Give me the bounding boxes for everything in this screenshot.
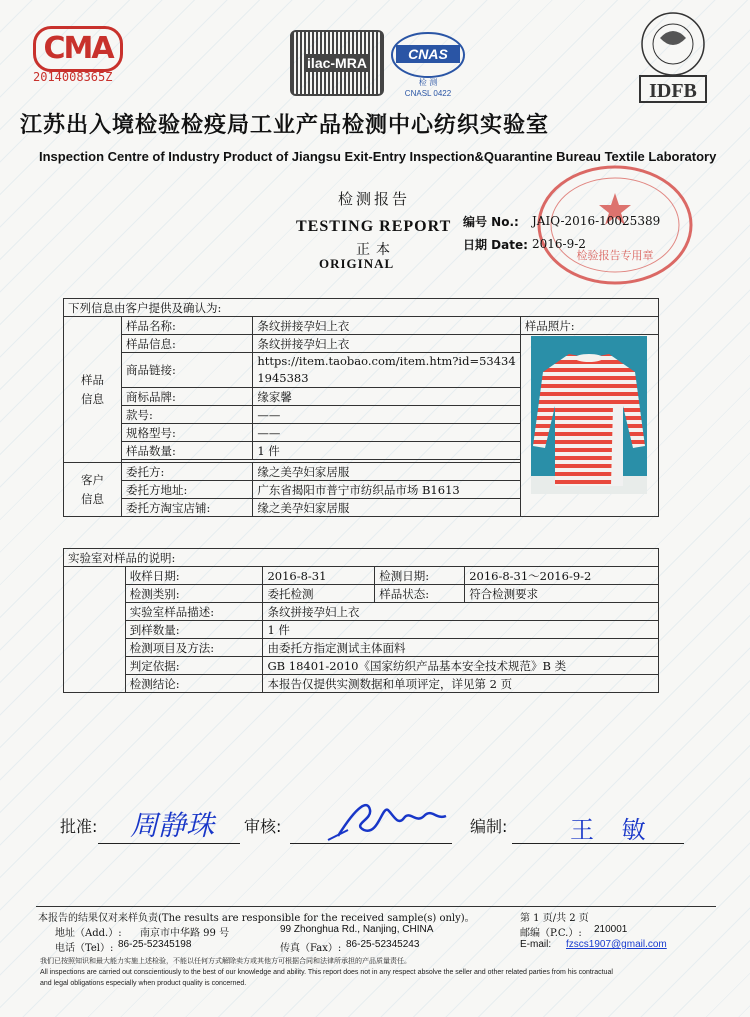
email-label: E-mail: — [520, 939, 552, 950]
addr-en: 99 Zhonghua Rd., Nanjing, CHINA — [280, 924, 434, 935]
footer-responsibility: 本报告的结果仅对来样负责(The results are responsible for the received sample(s) only)。 — [38, 913, 475, 924]
client-group-text: 客户信息 — [80, 472, 104, 506]
fax-label: 传真（Fax）: — [280, 943, 342, 954]
report-title-en: TESTING REPORT — [296, 218, 452, 235]
idfb-text: IDFB — [649, 80, 697, 102]
email-link[interactable]: fzscs1907@gmail.com — [566, 939, 667, 950]
cma-logo: CMA — [33, 26, 123, 72]
ilac-mra-logo — [290, 30, 384, 96]
cnas-sub: 检 测 — [418, 78, 438, 87]
original-cn: 正本 — [356, 242, 396, 258]
sample-group-text: 样品信息 — [80, 372, 104, 406]
row-label: 样品名称: — [121, 317, 252, 335]
approve-signature: 周静珠 — [130, 809, 215, 842]
cnas-text: CNAS — [408, 46, 448, 62]
cnas-logo — [388, 25, 468, 105]
addr-cn: 南京市中华路 99 号 — [140, 928, 230, 939]
row-label: 款号: — [121, 406, 252, 424]
lab-name-en: Inspection Centre of Industry Product of Jiangsu Exit-Entry Inspection&Quarantine Bureau Textile Laboratory — [39, 149, 717, 164]
client-group-label — [64, 463, 122, 517]
row-value: 条纹拼接孕妇上衣 — [253, 317, 520, 335]
row-label: 实验室样品描述: — [125, 603, 263, 621]
row-value: 本报告仅提供实测数据和单项评定，详见第 2 页 — [263, 675, 659, 693]
tel-value: 86-25-52345198 — [118, 939, 192, 950]
row-label: 样品信息: — [121, 335, 252, 353]
sample-photo-cell — [520, 335, 658, 517]
row-value: 缘家馨 — [253, 388, 520, 406]
footer-page: 第 1 页/共 2 页 — [520, 913, 589, 924]
category-label: 检测类别: — [125, 585, 263, 603]
row-label: 检测结论: — [125, 675, 263, 693]
lab-info-intro: 实验室对样品的说明: — [64, 549, 659, 567]
footer-divider — [36, 906, 716, 907]
footer-note-cn: 我们已按照知识和最大能力实施上述检验，不能以任何方式解除卖方或其他方可根据合同和法律所承担的产品质量责任。 — [40, 958, 411, 965]
received-label: 收样日期: — [125, 567, 263, 585]
row-value: 缘之美孕妇家居服 — [253, 499, 520, 517]
review-signature — [318, 796, 458, 844]
product-link-cell — [253, 353, 520, 388]
sample-group-label — [64, 317, 122, 463]
cnas-number: CNASL 0422 — [404, 89, 452, 98]
row-label: 判定依据: — [125, 657, 263, 675]
edit-label: 编制: — [470, 817, 508, 836]
lab-info-table — [63, 548, 659, 693]
product-link-line2: 1945383 — [257, 371, 309, 385]
postcode-label: 邮编（P.C.）: — [520, 928, 582, 939]
client-info-table — [63, 298, 659, 517]
lab-group-cell — [64, 567, 126, 693]
seal-text: 检验报告专用章 — [576, 249, 654, 262]
photo-label: 样品照片: — [520, 317, 658, 335]
report-date-label: 日期 Date: — [463, 238, 528, 252]
fax-value: 86-25-52345243 — [346, 939, 420, 950]
row-value: 由委托方指定测试主体面料 — [263, 639, 659, 657]
addr-label: 地址（Add.）: — [55, 928, 122, 939]
client-info-intro: 下列信息由客户提供及确认为: — [64, 299, 659, 317]
state-label: 样品状态: — [375, 585, 465, 603]
report-title-cn: 检测报告 — [338, 190, 411, 208]
sample-photo — [531, 336, 647, 494]
row-value: 1 件 — [263, 621, 659, 639]
row-label: 委托方淘宝店铺: — [121, 499, 252, 517]
row-value: GB 18401-2010《国家纺织产品基本安全技术规范》B 类 — [263, 657, 659, 675]
original-en: ORIGINAL — [319, 256, 395, 271]
row-label: 商品链接: — [121, 353, 252, 388]
row-label: 样品数量: — [121, 442, 252, 460]
row-value: 广东省揭阳市普宁市纺织品市场 B1613 — [253, 481, 520, 499]
ilac-text: ilac-MRA — [304, 54, 370, 72]
row-value: 1 件 — [253, 442, 520, 460]
row-label: 检测项目及方法: — [125, 639, 263, 657]
row-value: 缘之美孕妇家居服 — [253, 463, 520, 481]
row-value: 条纹拼接孕妇上衣 — [263, 603, 659, 621]
footer-note-en-2: and legal obligations especially when product quality is concerned. — [40, 980, 247, 987]
postcode-value: 210001 — [594, 924, 628, 935]
row-value: —— — [253, 424, 520, 442]
row-label: 商标品牌: — [121, 388, 252, 406]
idfb-logo — [628, 10, 718, 106]
tel-label: 电话（Tel）: — [55, 943, 114, 954]
footer-note-en-1: All inspections are carried out conscientiously to the best of our knowledge and ability. This report does not in any respect absolve the seller and other related parties from his contractual — [40, 969, 613, 976]
test-date-label: 检测日期: — [375, 567, 465, 585]
report-date-value: 2016-9-2 — [532, 237, 586, 251]
product-link-line1: https://item.taobao.com/item.htm?id=53434 — [257, 354, 516, 368]
state-value: 符合检测要求 — [465, 585, 659, 603]
approve-label: 批准: — [60, 817, 98, 836]
row-value: 条纹拼接孕妇上衣 — [253, 335, 520, 353]
lab-name-cn: 江苏出入境检验检疫局工业产品检测中心纺织实验室 — [20, 113, 550, 138]
report-no-value: JAIQ-2016-10025389 — [532, 214, 661, 228]
row-label: 到样数量: — [125, 621, 263, 639]
cma-number: 2014008365Z — [33, 70, 113, 84]
received-value: 2016-8-31 — [263, 567, 375, 585]
row-label: 委托方: — [121, 463, 252, 481]
category-value: 委托检测 — [263, 585, 375, 603]
row-value: —— — [253, 406, 520, 424]
row-label: 规格型号: — [121, 424, 252, 442]
review-label: 审核: — [244, 817, 282, 836]
row-label: 委托方地址: — [121, 481, 252, 499]
edit-signature: 王 敏 — [570, 816, 656, 844]
report-no-label: 编号 No.: — [463, 215, 519, 229]
test-date-value: 2016-8-31～2016-9-2 — [465, 567, 659, 585]
